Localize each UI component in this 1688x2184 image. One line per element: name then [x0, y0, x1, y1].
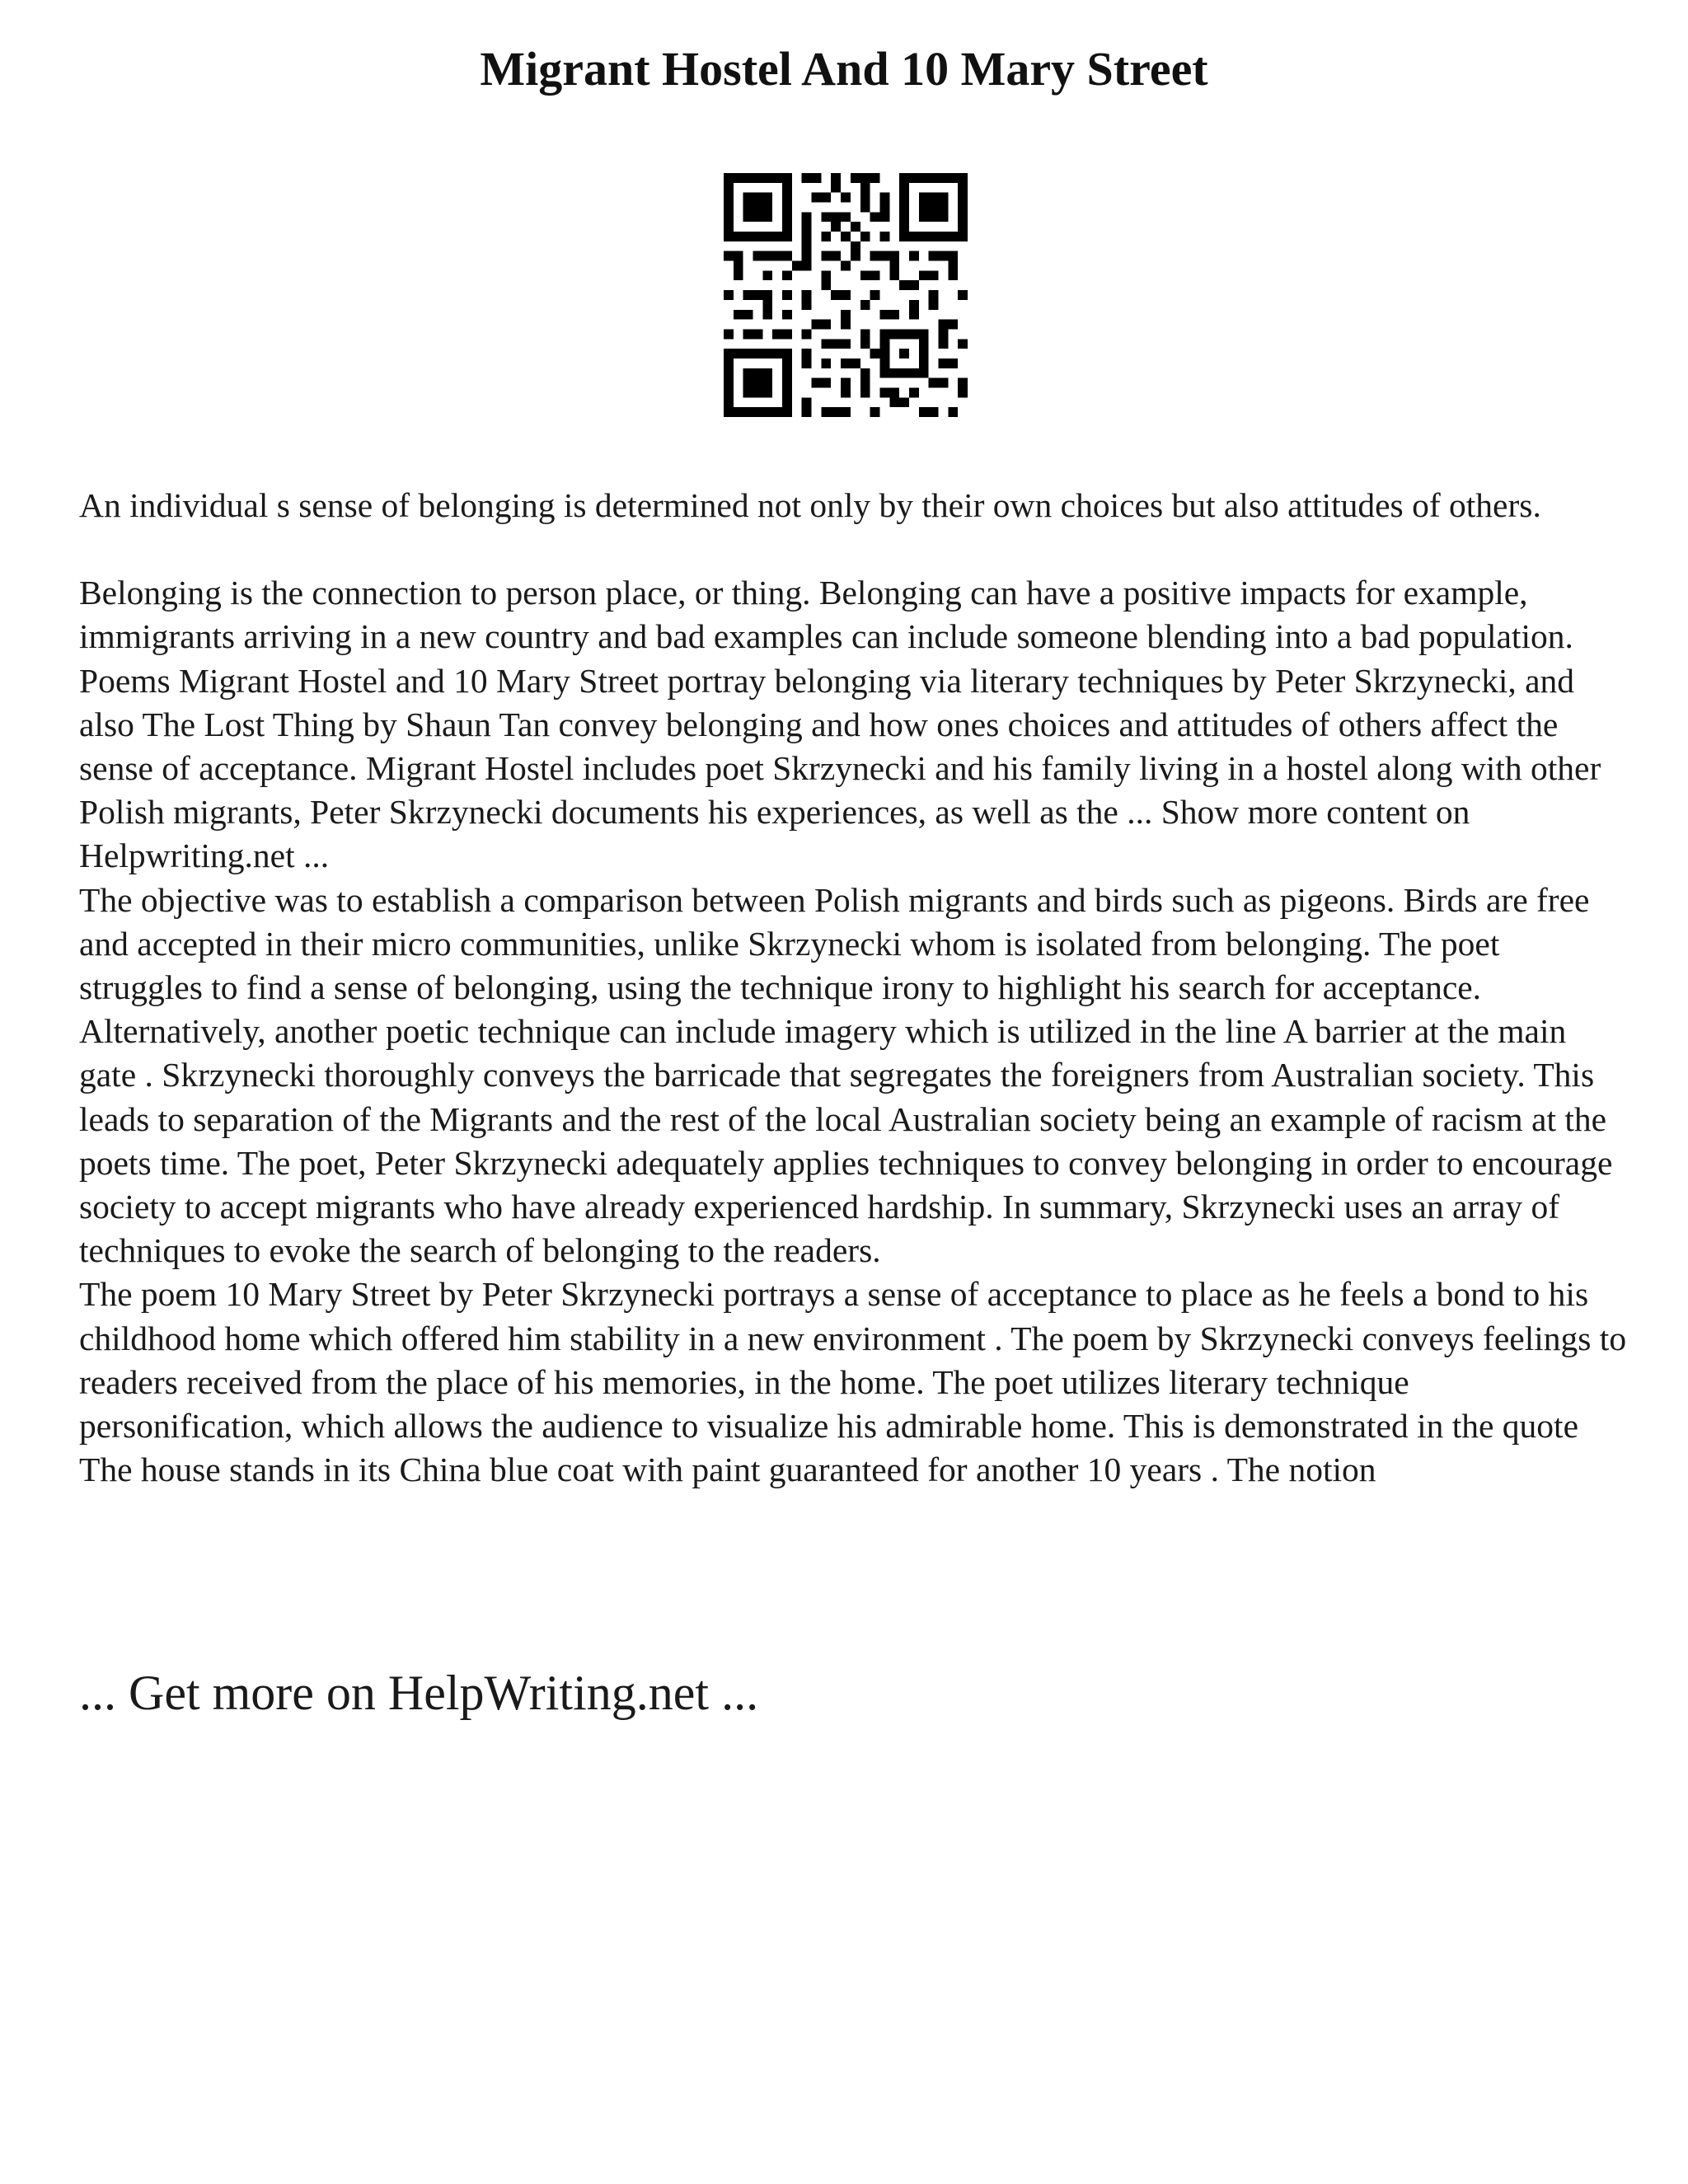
qr-code-icon	[724, 173, 968, 417]
paragraph-belonging: Belonging is the connection to person place, or thing. Belonging can have a positive impacts for example, immigrants arriving in a new country and bad examples can include someone blending into a bad population. Poems Migrant Hostel and 10 Mary Street portray belonging via literary techniques by Peter Skrzynecki, and also The Lost Thing by Shaun Tan convey belonging and how ones choices and attitudes of others affect the sense of acceptance. Migrant Hostel includes poet Skrzynecki and his family living in a hostel along with other Polish migrants, Peter Skrzynecki documents his experiences, as well as the ... Show more content on Helpwriting.net ...	[79, 574, 1601, 875]
paragraph-objective: The objective was to establish a comparison between Polish migrants and birds such as pigeons. Birds are free and accepted in their micro communities, unlike Skrzynecki whom is isolated from belonging. The poet struggles to find a sense of belonging, using the technique irony to highlight his search for acceptance. Alternatively, another poetic technique can include imagery which is utilized in the line A barrier at the main gate . Skrzynecki thoroughly conveys the barricade that segregates the foreigners from Australian society. This leads to separation of the Migrants and the rest of the local Australian society being an example of racism at the poets time. The poet, Peter Skrzynecki adequately applies techniques to convey belonging in order to encourage society to accept migrants who have already experienced hardship. In summary, Skrzynecki uses an array of techniques to evoke the search of belonging to the readers.	[79, 880, 1613, 1270]
page-title: Migrant Hostel And 10 Mary Street	[480, 42, 1208, 96]
paragraph-intro: An individual s sense of belonging is determined not only by their own choices but also attitudes of others.	[79, 486, 1541, 524]
article-body	[79, 484, 1629, 1492]
paragraph-mary-street: The poem 10 Mary Street by Peter Skrzynecki portrays a sense of acceptance to place as he feels a bond to his childhood home which offered him stability in a new environment . The poem by Skrzynecki conveys feelings to readers received from the place of his memories, in the home. The poet utilizes literary technique personification, which allows the audience to visualize his admirable home. This is demonstrated in the quote The house stands in its China blue coat with paint guaranteed for another 10 years . The notion	[79, 1275, 1627, 1489]
get-more-link[interactable]: ... Get more on HelpWriting.net ...	[79, 1666, 759, 1720]
